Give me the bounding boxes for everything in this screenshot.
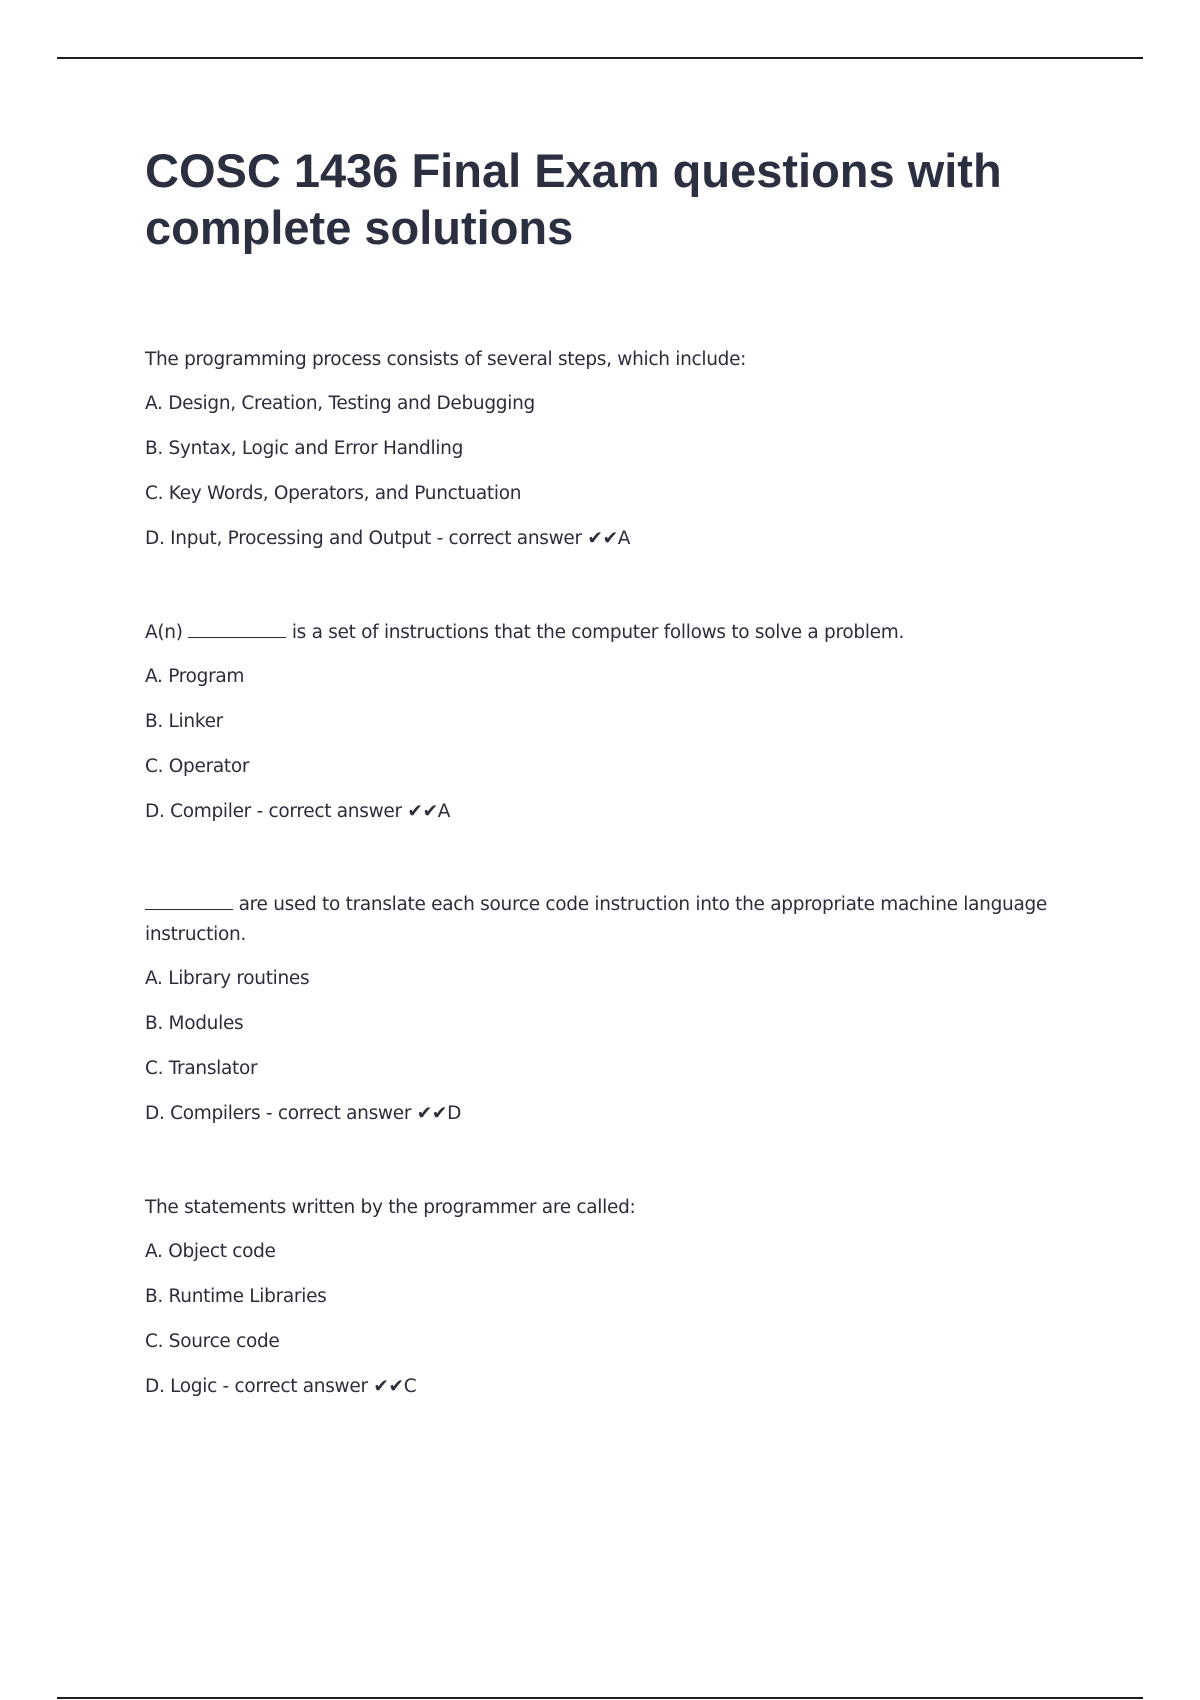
answer-option: A. Design, Creation, Testing and Debugging [145,393,535,414]
question-4 [145,1193,1065,1417]
answer-option: C. Operator [145,756,250,777]
answer-option: B. Runtime Libraries [145,1286,327,1307]
answer-option: A. Program [145,666,245,687]
page-title: COSC 1436 Final Exam questions with complete solutions [145,144,1002,254]
answer-option: C. Translator [145,1058,258,1079]
answer-option: A. Library routines [145,968,310,989]
prompt-tail: is a set of instructions that the computer follows to solve a problem. [291,622,905,643]
question-3 [145,890,1065,1144]
question-prompt [145,890,1065,950]
answer-option: B. Syntax, Logic and Error Handling [145,438,464,459]
answer-option-correct: D. Compiler - correct answer ✔✔A [145,801,451,822]
answer-option: C. Source code [145,1331,280,1352]
question-2 [145,618,1065,842]
answer-option-correct: D. Compilers - correct answer ✔✔D [145,1103,462,1124]
fill-in-blank [145,891,233,910]
answer-option: B. Linker [145,711,223,732]
question-1 [145,345,1065,569]
answer-option: B. Modules [145,1013,244,1034]
question-prompt [145,618,1065,648]
answer-option: C. Key Words, Operators, and Punctuation [145,483,522,504]
prompt-lead: A(n) [145,622,183,643]
fill-in-blank [188,619,286,638]
prompt-tail: are used to translate each source code instruction into the appropriate machine language instruction. [145,894,1048,945]
answer-option: A. Object code [145,1241,276,1262]
answer-option-correct: D. Input, Processing and Output - correct answer ✔✔A [145,528,631,549]
question-prompt: The statements written by the programmer are called: [145,1197,636,1218]
answer-option-correct: D. Logic - correct answer ✔✔C [145,1376,417,1397]
top-divider [57,57,1143,59]
question-prompt: The programming process consists of several steps, which include: [145,349,747,370]
bottom-divider [57,1697,1143,1699]
